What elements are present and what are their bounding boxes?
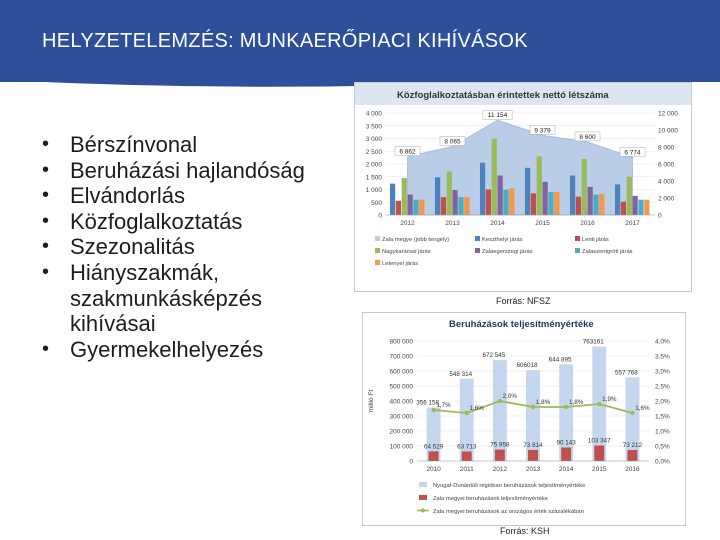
line-data-label: 1,6% — [469, 405, 484, 412]
x-tick: 2014 — [558, 466, 574, 473]
chart-panel-kozfoglalkoztatas — [354, 82, 692, 292]
y-tick-right: 1,5% — [655, 413, 670, 421]
x-tick: 2015 — [592, 466, 607, 473]
line-point — [465, 411, 469, 415]
legend-label: Zala megyei beruházások teljesítményértéke — [433, 496, 549, 502]
legend-marker — [421, 509, 425, 513]
x-tick: 2010 — [426, 466, 441, 473]
x-tick: 2014 — [490, 220, 505, 227]
x-tick: 2013 — [525, 466, 541, 473]
bar-2 — [396, 201, 401, 215]
bullet-item: • Beruházási hajlandóság — [42, 158, 312, 184]
bar-data-label: 73 814 — [523, 441, 543, 449]
y-tick-right: 10 000 — [658, 127, 678, 135]
x-tick: 2016 — [580, 220, 595, 227]
bar-1 — [390, 184, 395, 215]
area-data-label: 8 065 — [444, 138, 461, 146]
bar-data-label: 356 158 — [416, 399, 439, 407]
y-tick-left: 800 000 — [389, 338, 413, 346]
bar-6 — [419, 200, 424, 215]
area-data-label: 6 862 — [399, 148, 416, 156]
line-data-label: 1,8% — [535, 399, 551, 406]
y-tick-left: 600 000 — [389, 368, 413, 376]
y-tick-right: 2 000 — [658, 195, 675, 203]
line-point — [531, 405, 535, 409]
bar-3 — [582, 159, 587, 215]
legend-label: Keszthelyi járás — [482, 237, 523, 243]
line-data-label: 2,0% — [502, 393, 518, 400]
y-tick-right: 0 — [658, 212, 662, 220]
legend-label: Zala megye (jobb tengely) — [382, 237, 450, 243]
line-data-label: 1,7% — [436, 402, 451, 409]
bar-data-label: 644 895 — [548, 356, 572, 364]
chart-panel-beruhazasok — [362, 312, 686, 526]
y-tick-right: 0,0% — [655, 458, 670, 466]
y-tick-left: 100 000 — [389, 443, 413, 451]
legend-label: Zala megyei beruházások az országos érték százalékában — [433, 509, 584, 515]
y-tick-left: 0 — [378, 212, 382, 220]
legend-label: Lenti járás — [582, 237, 609, 243]
legend-label: Nagykanizsai járás — [382, 249, 431, 255]
y-tick-right: 1,0% — [655, 428, 670, 436]
bar-data-label: 548 314 — [449, 370, 473, 378]
legend-label: Letenyei járás — [382, 261, 419, 267]
x-tick: 2013 — [445, 220, 460, 227]
bar-data-label: 75 958 — [490, 441, 510, 449]
legend-label: Nyugat-Dunántúli régióban beruházások teljesítményértéke — [433, 483, 586, 489]
area-data-label: 8 600 — [579, 133, 596, 141]
bar-5 — [503, 190, 508, 216]
bar-6 — [554, 192, 559, 215]
bar-6 — [599, 194, 604, 215]
bullet-item: • Hiányszakmák, szakmunkásképzés kihívásai — [42, 260, 312, 337]
y-tick-right: 2,0% — [655, 398, 670, 406]
y-tick-left: 500 000 — [389, 383, 413, 391]
bar-4 — [633, 196, 638, 215]
bar-data-label: 606018 — [516, 362, 538, 370]
x-tick: 2016 — [625, 466, 640, 473]
bullet-item: • Közfoglalkoztatás — [42, 209, 312, 235]
bar-zala — [528, 450, 538, 461]
bar-data-label: 63 713 — [457, 443, 477, 451]
slide-title: HELYZETELEMZÉS: MUNKAERŐPIACI KIHÍVÁSOK — [42, 30, 528, 52]
x-tick: 2017 — [625, 220, 640, 227]
bar-1 — [525, 168, 530, 215]
legend-label: Zalaszentgróti járás — [582, 249, 633, 255]
y-tick-right: 2,5% — [655, 383, 670, 391]
bullet-item: • Bérszínvonal — [42, 132, 312, 158]
bullet-list — [42, 132, 312, 362]
chart-kozfoglalkoztatas — [355, 83, 691, 291]
y-tick-left: 400 000 — [389, 398, 413, 406]
y-tick-right: 3,0% — [655, 368, 670, 376]
bar-2 — [621, 202, 626, 215]
bar-4 — [498, 175, 503, 215]
legend-swatch — [419, 482, 427, 487]
area-data-label: 11 154 — [487, 112, 508, 120]
line-point — [630, 411, 634, 415]
bar-data-label: 103 347 — [587, 437, 611, 445]
bar-4 — [588, 187, 593, 215]
y-tick-left: 0 — [409, 458, 413, 466]
bar-3 — [537, 156, 542, 215]
bar-data-label: 557 768 — [615, 369, 638, 377]
bar-zala — [627, 450, 637, 461]
bar-1 — [615, 184, 620, 215]
legend-swatch — [375, 236, 380, 241]
legend-swatch — [475, 248, 480, 253]
bar-data-label: 763161 — [582, 338, 604, 346]
bar-3 — [627, 177, 632, 215]
bar-zala — [495, 450, 505, 461]
y-tick-right: 0,5% — [655, 443, 670, 451]
chart-beruhazasok — [363, 313, 685, 525]
bar-5 — [593, 195, 598, 215]
bar-1 — [480, 163, 485, 215]
legend-swatch — [375, 248, 380, 253]
bar-regional — [559, 364, 573, 461]
x-tick: 2012 — [492, 466, 508, 473]
bar-zala — [429, 451, 439, 461]
bar-1 — [570, 175, 575, 215]
bar-6 — [644, 200, 649, 215]
legend-swatch — [575, 248, 580, 253]
bar-5 — [458, 197, 463, 215]
bar-zala — [594, 445, 604, 461]
bullet-item: • Elvándorlás — [42, 183, 312, 209]
line-data-label: 1,6% — [635, 405, 650, 412]
line-point — [564, 405, 568, 409]
line-data-label: 1,8% — [568, 399, 584, 406]
bar-2 — [531, 193, 536, 215]
y-tick-right: 3,5% — [655, 353, 670, 361]
x-tick: 2011 — [459, 466, 474, 473]
chart1-source: Forrás: NFSZ — [496, 296, 551, 306]
line-data-label: 1,9% — [602, 396, 617, 403]
y-tick-right: 12 000 — [658, 110, 678, 118]
legend-label: Zalaegerszegi járás — [482, 249, 533, 255]
legend-swatch — [575, 236, 580, 241]
line-point — [498, 399, 502, 403]
bullet-item: • Szezonalitás — [42, 234, 312, 260]
y-tick-right: 8 000 — [658, 144, 675, 152]
y-tick-right: 4 000 — [658, 178, 675, 186]
line-point — [431, 408, 435, 412]
bar-5 — [548, 192, 553, 215]
bar-zala — [561, 447, 571, 461]
area-data-label: 9 379 — [534, 127, 551, 135]
bar-zala — [462, 451, 472, 461]
bar-4 — [543, 182, 548, 215]
bar-data-label: 672 545 — [482, 352, 506, 360]
y-tick-right: 6 000 — [658, 161, 675, 169]
y-axis-label: millió Ft — [368, 389, 375, 413]
bar-data-label: 73 212 — [622, 442, 643, 450]
y-tick-left: 3 500 — [365, 123, 382, 131]
x-tick: 2012 — [400, 220, 415, 227]
y-tick-left: 500 — [371, 199, 382, 207]
bar-3 — [402, 178, 407, 215]
y-tick-left: 3 000 — [365, 136, 382, 143]
bar-3 — [447, 172, 452, 215]
bar-5 — [413, 200, 418, 215]
bar-data-label: 64 529 — [423, 443, 444, 451]
legend-swatch — [419, 495, 427, 500]
bar-2 — [486, 190, 491, 216]
bar-3 — [492, 139, 497, 216]
y-tick-left: 700 000 — [389, 353, 413, 361]
bar-data-label: 90 143 — [556, 439, 576, 447]
y-tick-left: 200 000 — [389, 428, 413, 436]
area-data-label: 6 774 — [624, 149, 641, 157]
legend-swatch — [375, 260, 380, 265]
bar-4 — [408, 195, 413, 215]
bar-4 — [453, 190, 458, 215]
bar-2 — [441, 197, 446, 215]
y-tick-left: 4 000 — [365, 110, 382, 118]
y-tick-left: 300 000 — [389, 413, 413, 421]
line-point — [597, 402, 601, 406]
y-tick-left: 1 000 — [365, 187, 382, 194]
bar-2 — [576, 197, 581, 215]
bar-1 — [435, 177, 440, 215]
bar-5 — [638, 200, 643, 215]
bar-6 — [464, 197, 469, 215]
chart1-title: Közfoglalkoztatásban érintettek nettó létszáma — [397, 90, 609, 101]
y-tick-left: 2 500 — [365, 148, 382, 156]
chart2-source: Forrás: KSH — [500, 526, 550, 536]
y-tick-right: 4,0% — [655, 338, 670, 346]
chart2-title: Beruházások teljesítményértéke — [449, 319, 594, 330]
bullet-item: • Gyermekelhelyezés — [42, 337, 312, 363]
y-tick-left: 2 000 — [365, 161, 382, 169]
bar-6 — [509, 188, 514, 215]
x-tick: 2015 — [535, 220, 550, 227]
legend-swatch — [475, 236, 480, 241]
y-tick-left: 1 500 — [365, 174, 382, 182]
